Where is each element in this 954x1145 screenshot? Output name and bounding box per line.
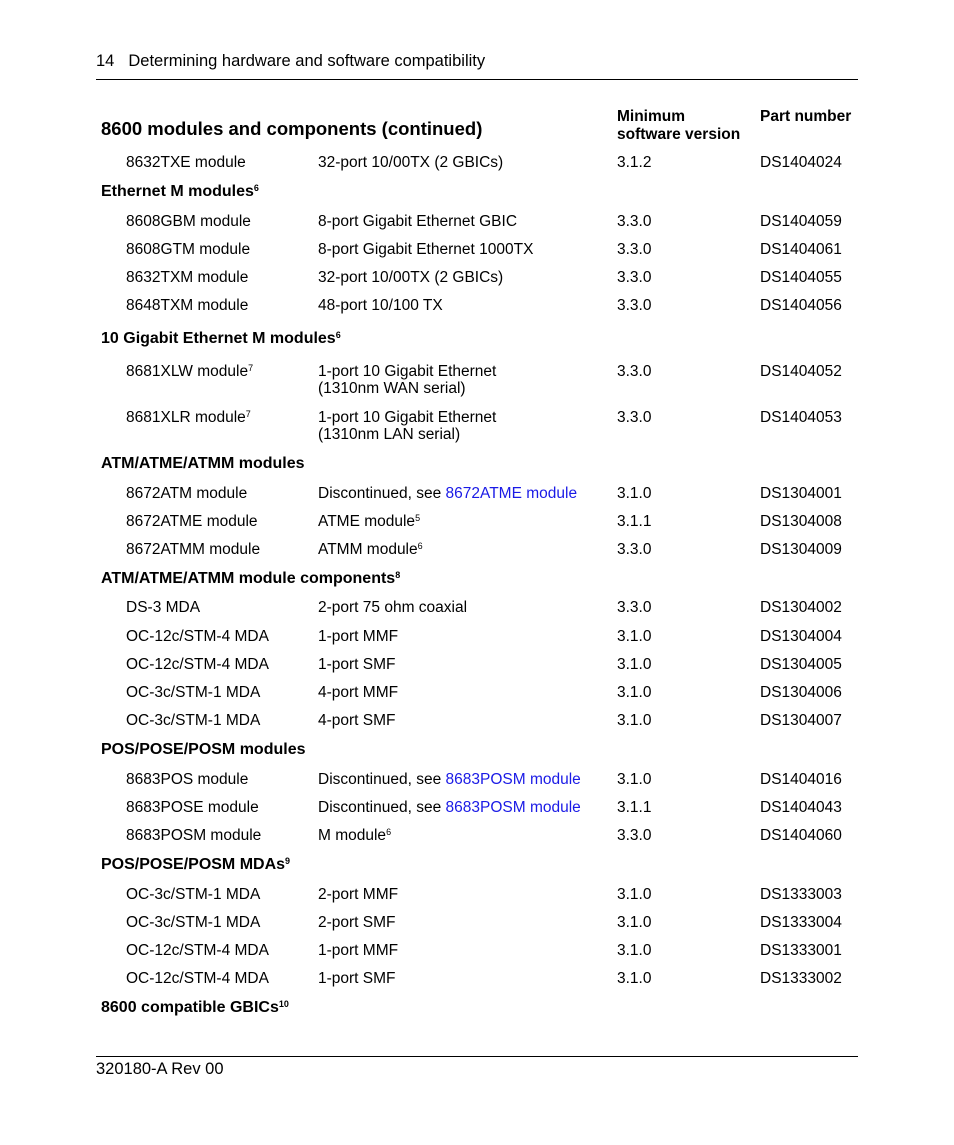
section-heading-text: POS/POSE/POSM MDAs	[101, 856, 286, 873]
page-number: 14	[96, 52, 115, 70]
description-text: Discontinued, see	[318, 799, 446, 816]
min-version: 3.1.0	[617, 970, 652, 987]
module-name-text: 8681XLW module	[126, 363, 249, 380]
part-number: DS1333004	[760, 914, 842, 931]
header-title: Determining hardware and software compatibility	[128, 52, 486, 70]
min-version: 3.3.0	[617, 409, 652, 426]
min-version: 3.3.0	[617, 297, 652, 314]
module-description: 1-port SMF	[318, 656, 396, 673]
module-name: OC-3c/STM-1 MDA	[126, 914, 261, 931]
footer-rule	[96, 1056, 858, 1057]
col-header-min-version	[617, 108, 740, 144]
part-number: DS1404056	[760, 297, 842, 314]
footnote-ref: 6	[417, 541, 423, 552]
module-name: OC-3c/STM-1 MDA	[126, 712, 261, 729]
section-heading-10gig	[101, 330, 341, 348]
section-heading-ethernet-m	[101, 183, 259, 201]
min-version: 3.1.2	[617, 154, 652, 171]
module-name: 8648TXM module	[126, 297, 249, 314]
section-heading-text: 10 Gigabit Ethernet M modules	[101, 330, 336, 347]
module-name: OC-3c/STM-1 MDA	[126, 886, 261, 903]
module-description: 8-port Gigabit Ethernet GBIC	[318, 213, 518, 230]
module-description	[318, 799, 581, 817]
module-name: DS-3 MDA	[126, 599, 201, 616]
module-name: 8672ATMM module	[126, 541, 261, 558]
min-version: 3.3.0	[617, 241, 652, 258]
footnote-ref: 7	[248, 363, 254, 374]
section-heading-text: ATM/ATME/ATMM module components	[101, 570, 396, 587]
module-description	[318, 363, 496, 397]
min-version: 3.3.0	[617, 599, 652, 616]
part-number: DS1404053	[760, 409, 842, 426]
module-description: 4-port MMF	[318, 684, 399, 701]
module-description: 32-port 10/00TX (2 GBICs)	[318, 154, 504, 171]
section-heading-text: Ethernet M modules	[101, 183, 254, 200]
min-version: 3.3.0	[617, 541, 652, 558]
min-version: 3.1.0	[617, 771, 652, 788]
part-number: DS1304001	[760, 485, 842, 502]
description-text: Discontinued, see	[318, 485, 446, 502]
part-number: DS1333001	[760, 942, 842, 959]
col-header-min-version-line1: Minimum	[617, 108, 686, 125]
part-number: DS1404052	[760, 363, 842, 380]
part-number: DS1333003	[760, 886, 842, 903]
part-number: DS1404016	[760, 771, 842, 788]
min-version: 3.1.1	[617, 513, 652, 530]
part-number: DS1304008	[760, 513, 842, 530]
module-description: 2-port SMF	[318, 914, 396, 931]
min-version: 3.1.0	[617, 628, 652, 645]
cross-reference-link[interactable]: 8672ATME module	[445, 485, 578, 502]
module-description	[318, 771, 581, 789]
module-description	[318, 513, 420, 531]
module-name: 8683POSE module	[126, 799, 259, 816]
module-name	[126, 363, 253, 381]
footer-doc-id: 320180-A Rev 00	[96, 1060, 224, 1078]
min-version: 3.3.0	[617, 269, 652, 286]
min-version: 3.1.0	[617, 485, 652, 502]
section-heading-text: 8600 compatible GBICs	[101, 999, 279, 1016]
part-number: DS1304004	[760, 628, 842, 645]
footnote-ref: 6	[335, 330, 341, 341]
module-name: 8632TXE module	[126, 154, 246, 171]
description-line2: (1310nm WAN serial)	[318, 380, 466, 397]
module-name: 8672ATM module	[126, 485, 248, 502]
module-name: OC-12c/STM-4 MDA	[126, 970, 269, 987]
part-number: DS1404043	[760, 799, 842, 816]
min-version: 3.3.0	[617, 363, 652, 380]
module-description: 8-port Gigabit Ethernet 1000TX	[318, 241, 534, 258]
min-version: 3.1.0	[617, 914, 652, 931]
part-number: DS1404060	[760, 827, 842, 844]
module-description	[318, 827, 391, 845]
footnote-ref: 7	[245, 409, 251, 420]
module-name: 8608GTM module	[126, 241, 251, 258]
module-description: 48-port 10/100 TX	[318, 297, 443, 314]
part-number: DS1304005	[760, 656, 842, 673]
footnote-ref: 8	[395, 570, 401, 581]
col-header-min-version-line2: software version	[617, 126, 741, 143]
part-number: DS1404061	[760, 241, 842, 258]
module-name: 8683POS module	[126, 771, 249, 788]
module-description	[318, 409, 496, 443]
module-name: OC-12c/STM-4 MDA	[126, 656, 269, 673]
description-text: Discontinued, see	[318, 771, 446, 788]
cross-reference-link[interactable]: 8683POSM module	[445, 771, 581, 788]
description-line2: (1310nm LAN serial)	[318, 426, 461, 443]
module-description	[318, 541, 423, 559]
module-name: 8608GBM module	[126, 213, 251, 230]
description-line1: 1-port 10 Gigabit Ethernet	[318, 409, 497, 426]
cross-reference-link[interactable]: 8683POSM module	[445, 799, 581, 816]
part-number: DS1304009	[760, 541, 842, 558]
part-number: DS1304002	[760, 599, 842, 616]
module-name: OC-3c/STM-1 MDA	[126, 684, 261, 701]
min-version: 3.3.0	[617, 213, 652, 230]
min-version: 3.1.0	[617, 684, 652, 701]
module-name	[126, 409, 251, 427]
module-name: OC-12c/STM-4 MDA	[126, 628, 269, 645]
section-heading-gbics	[101, 999, 289, 1017]
part-number: DS1333002	[760, 970, 842, 987]
min-version: 3.1.0	[617, 656, 652, 673]
col-header-part-number: Part number	[760, 108, 852, 125]
module-description: 2-port 75 ohm coaxial	[318, 599, 468, 616]
min-version: 3.3.0	[617, 827, 652, 844]
description-text: ATMM module	[318, 541, 418, 558]
min-version: 3.1.1	[617, 799, 652, 816]
footnote-ref: 6	[386, 827, 392, 838]
footnote-ref: 5	[415, 513, 421, 524]
section-heading-pos-mdas	[101, 856, 290, 874]
description-text: M module	[318, 827, 387, 844]
part-number: DS1304006	[760, 684, 842, 701]
module-name-text: 8681XLR module	[126, 409, 246, 426]
module-name: 8632TXM module	[126, 269, 249, 286]
module-description: 32-port 10/00TX (2 GBICs)	[318, 269, 504, 286]
module-description	[318, 485, 577, 503]
part-number: DS1304007	[760, 712, 842, 729]
module-description: 1-port MMF	[318, 628, 399, 645]
footnote-ref: 10	[278, 999, 289, 1010]
module-name: OC-12c/STM-4 MDA	[126, 942, 269, 959]
description-text: ATME module	[318, 513, 416, 530]
footnote-ref: 6	[253, 183, 259, 194]
part-number: DS1404055	[760, 269, 842, 286]
part-number: DS1404024	[760, 154, 842, 171]
section-heading-atm-components	[101, 570, 400, 588]
section-heading-pos: POS/POSE/POSM modules	[101, 741, 306, 758]
description-line1: 1-port 10 Gigabit Ethernet	[318, 363, 497, 380]
table-title: 8600 modules and components (continued)	[101, 118, 483, 139]
part-number: DS1404059	[760, 213, 842, 230]
module-name: 8683POSM module	[126, 827, 262, 844]
min-version: 3.1.0	[617, 886, 652, 903]
module-name: 8672ATME module	[126, 513, 258, 530]
footnote-ref: 9	[285, 856, 291, 867]
section-heading-atm: ATM/ATME/ATMM modules	[101, 455, 305, 472]
module-description: 4-port SMF	[318, 712, 396, 729]
min-version: 3.1.0	[617, 942, 652, 959]
min-version: 3.1.0	[617, 712, 652, 729]
module-description: 1-port SMF	[318, 970, 396, 987]
module-description: 1-port MMF	[318, 942, 399, 959]
module-description: 2-port MMF	[318, 886, 399, 903]
